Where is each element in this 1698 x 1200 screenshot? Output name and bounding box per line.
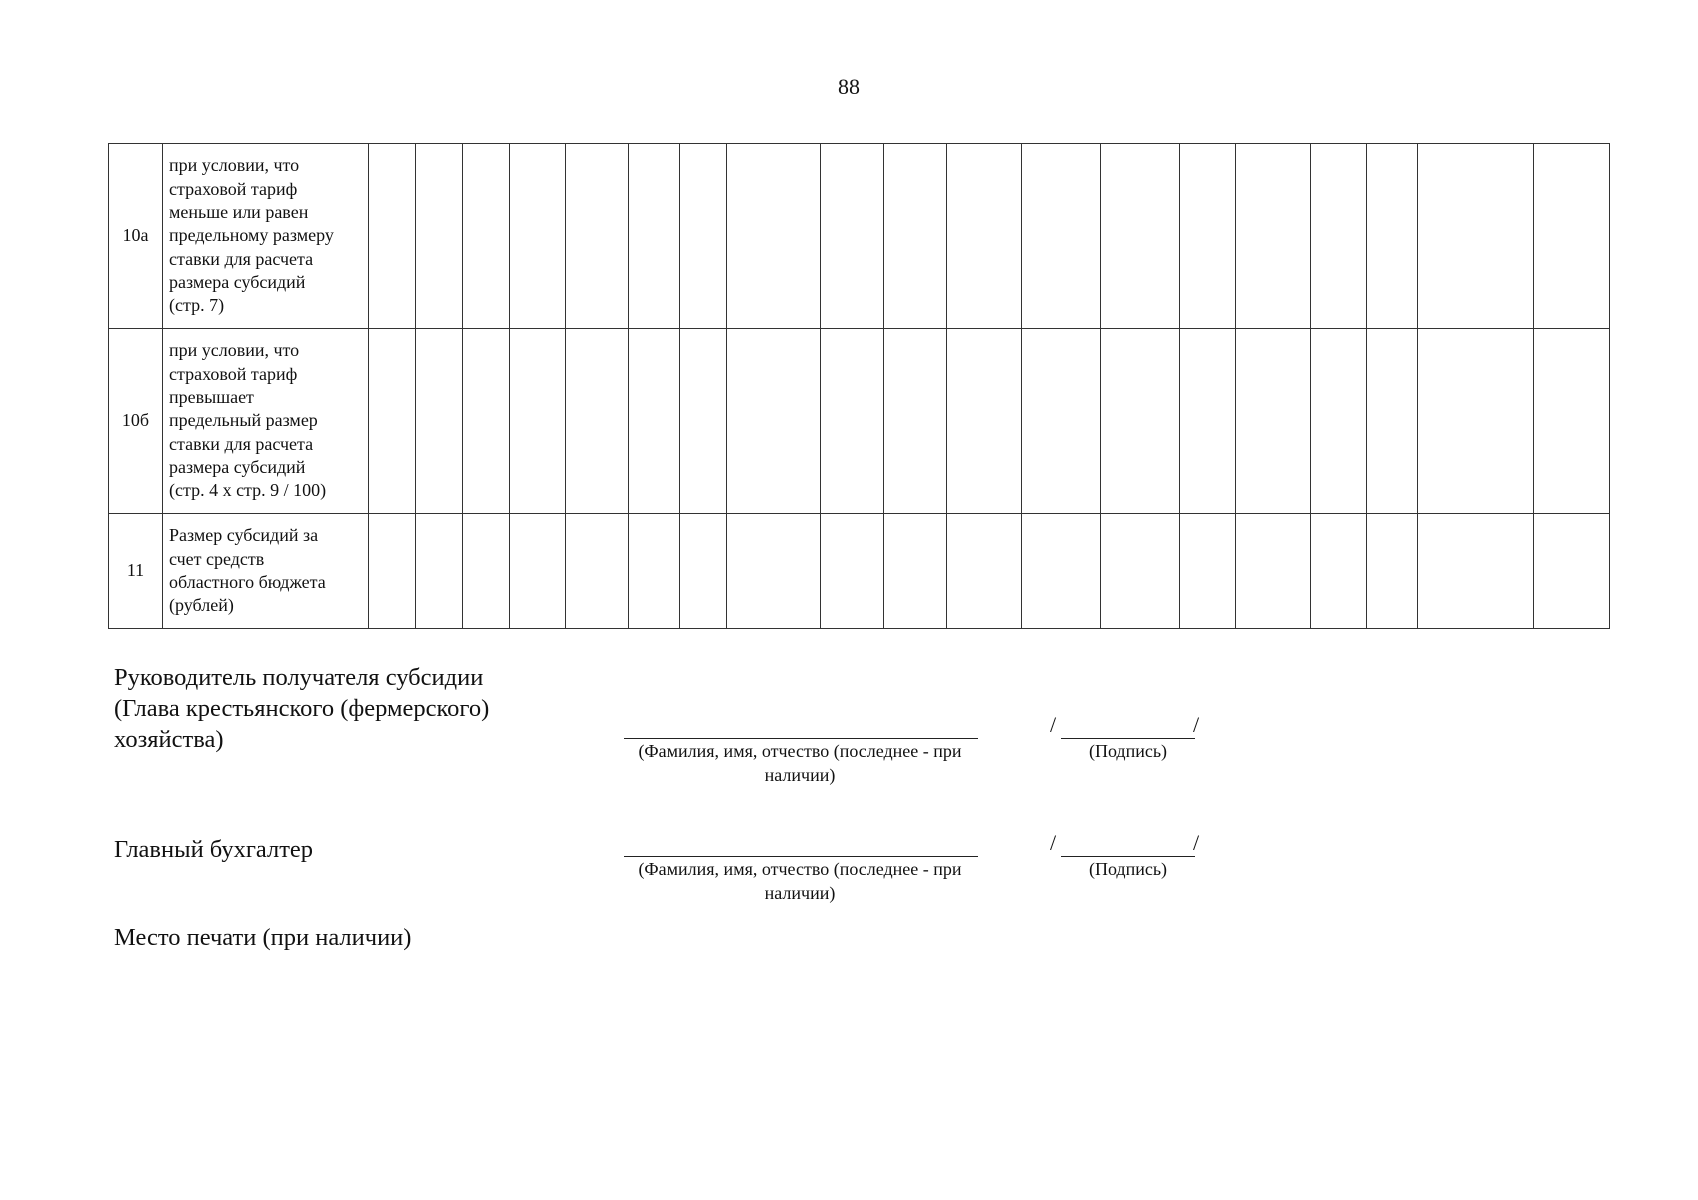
slash: / <box>1050 830 1057 855</box>
row-description: при условии, что страховой тариф превышает предельный размер ставки для расчета размера субсидий (стр. 4 х стр. 9 / 100) <box>163 329 369 514</box>
name-hint: (Фамилия, имя, отчество (последнее - при наличии) <box>638 859 962 903</box>
table-row <box>109 514 1610 629</box>
signature-line <box>1061 738 1195 739</box>
table-row <box>109 329 1610 514</box>
row-description: Размер субсидий за счет средств областного бюджета (рублей) <box>163 514 369 629</box>
page-number: 88 <box>838 74 860 99</box>
table-row <box>109 144 1610 329</box>
slash: / <box>1050 712 1057 737</box>
seal-label: Место печати (при наличии) <box>114 924 412 951</box>
signature-hint: (Подпись) <box>1088 741 1168 761</box>
row-number: 11 <box>109 514 163 629</box>
row-number: 10б <box>109 329 163 514</box>
row-number: 10а <box>109 144 163 329</box>
subsidy-table <box>108 143 1610 629</box>
name-hint: (Фамилия, имя, отчество (последнее - при наличии) <box>638 741 962 785</box>
name-line <box>624 738 978 739</box>
head-label: Руководитель получателя субсидии (Глава крестьянского (фермерского) хозяйства) <box>114 664 490 753</box>
row-description: при условии, что страховой тариф меньше или равен предельному размеру ставки для расчета размера субсидий (стр. 7) <box>163 144 369 329</box>
signature-line <box>1061 856 1195 857</box>
signature-hint: (Подпись) <box>1088 859 1168 879</box>
accountant-label: Главный бухгалтер <box>114 836 314 863</box>
slash: / <box>1193 712 1200 737</box>
name-line <box>624 856 978 857</box>
slash: / <box>1193 830 1200 855</box>
